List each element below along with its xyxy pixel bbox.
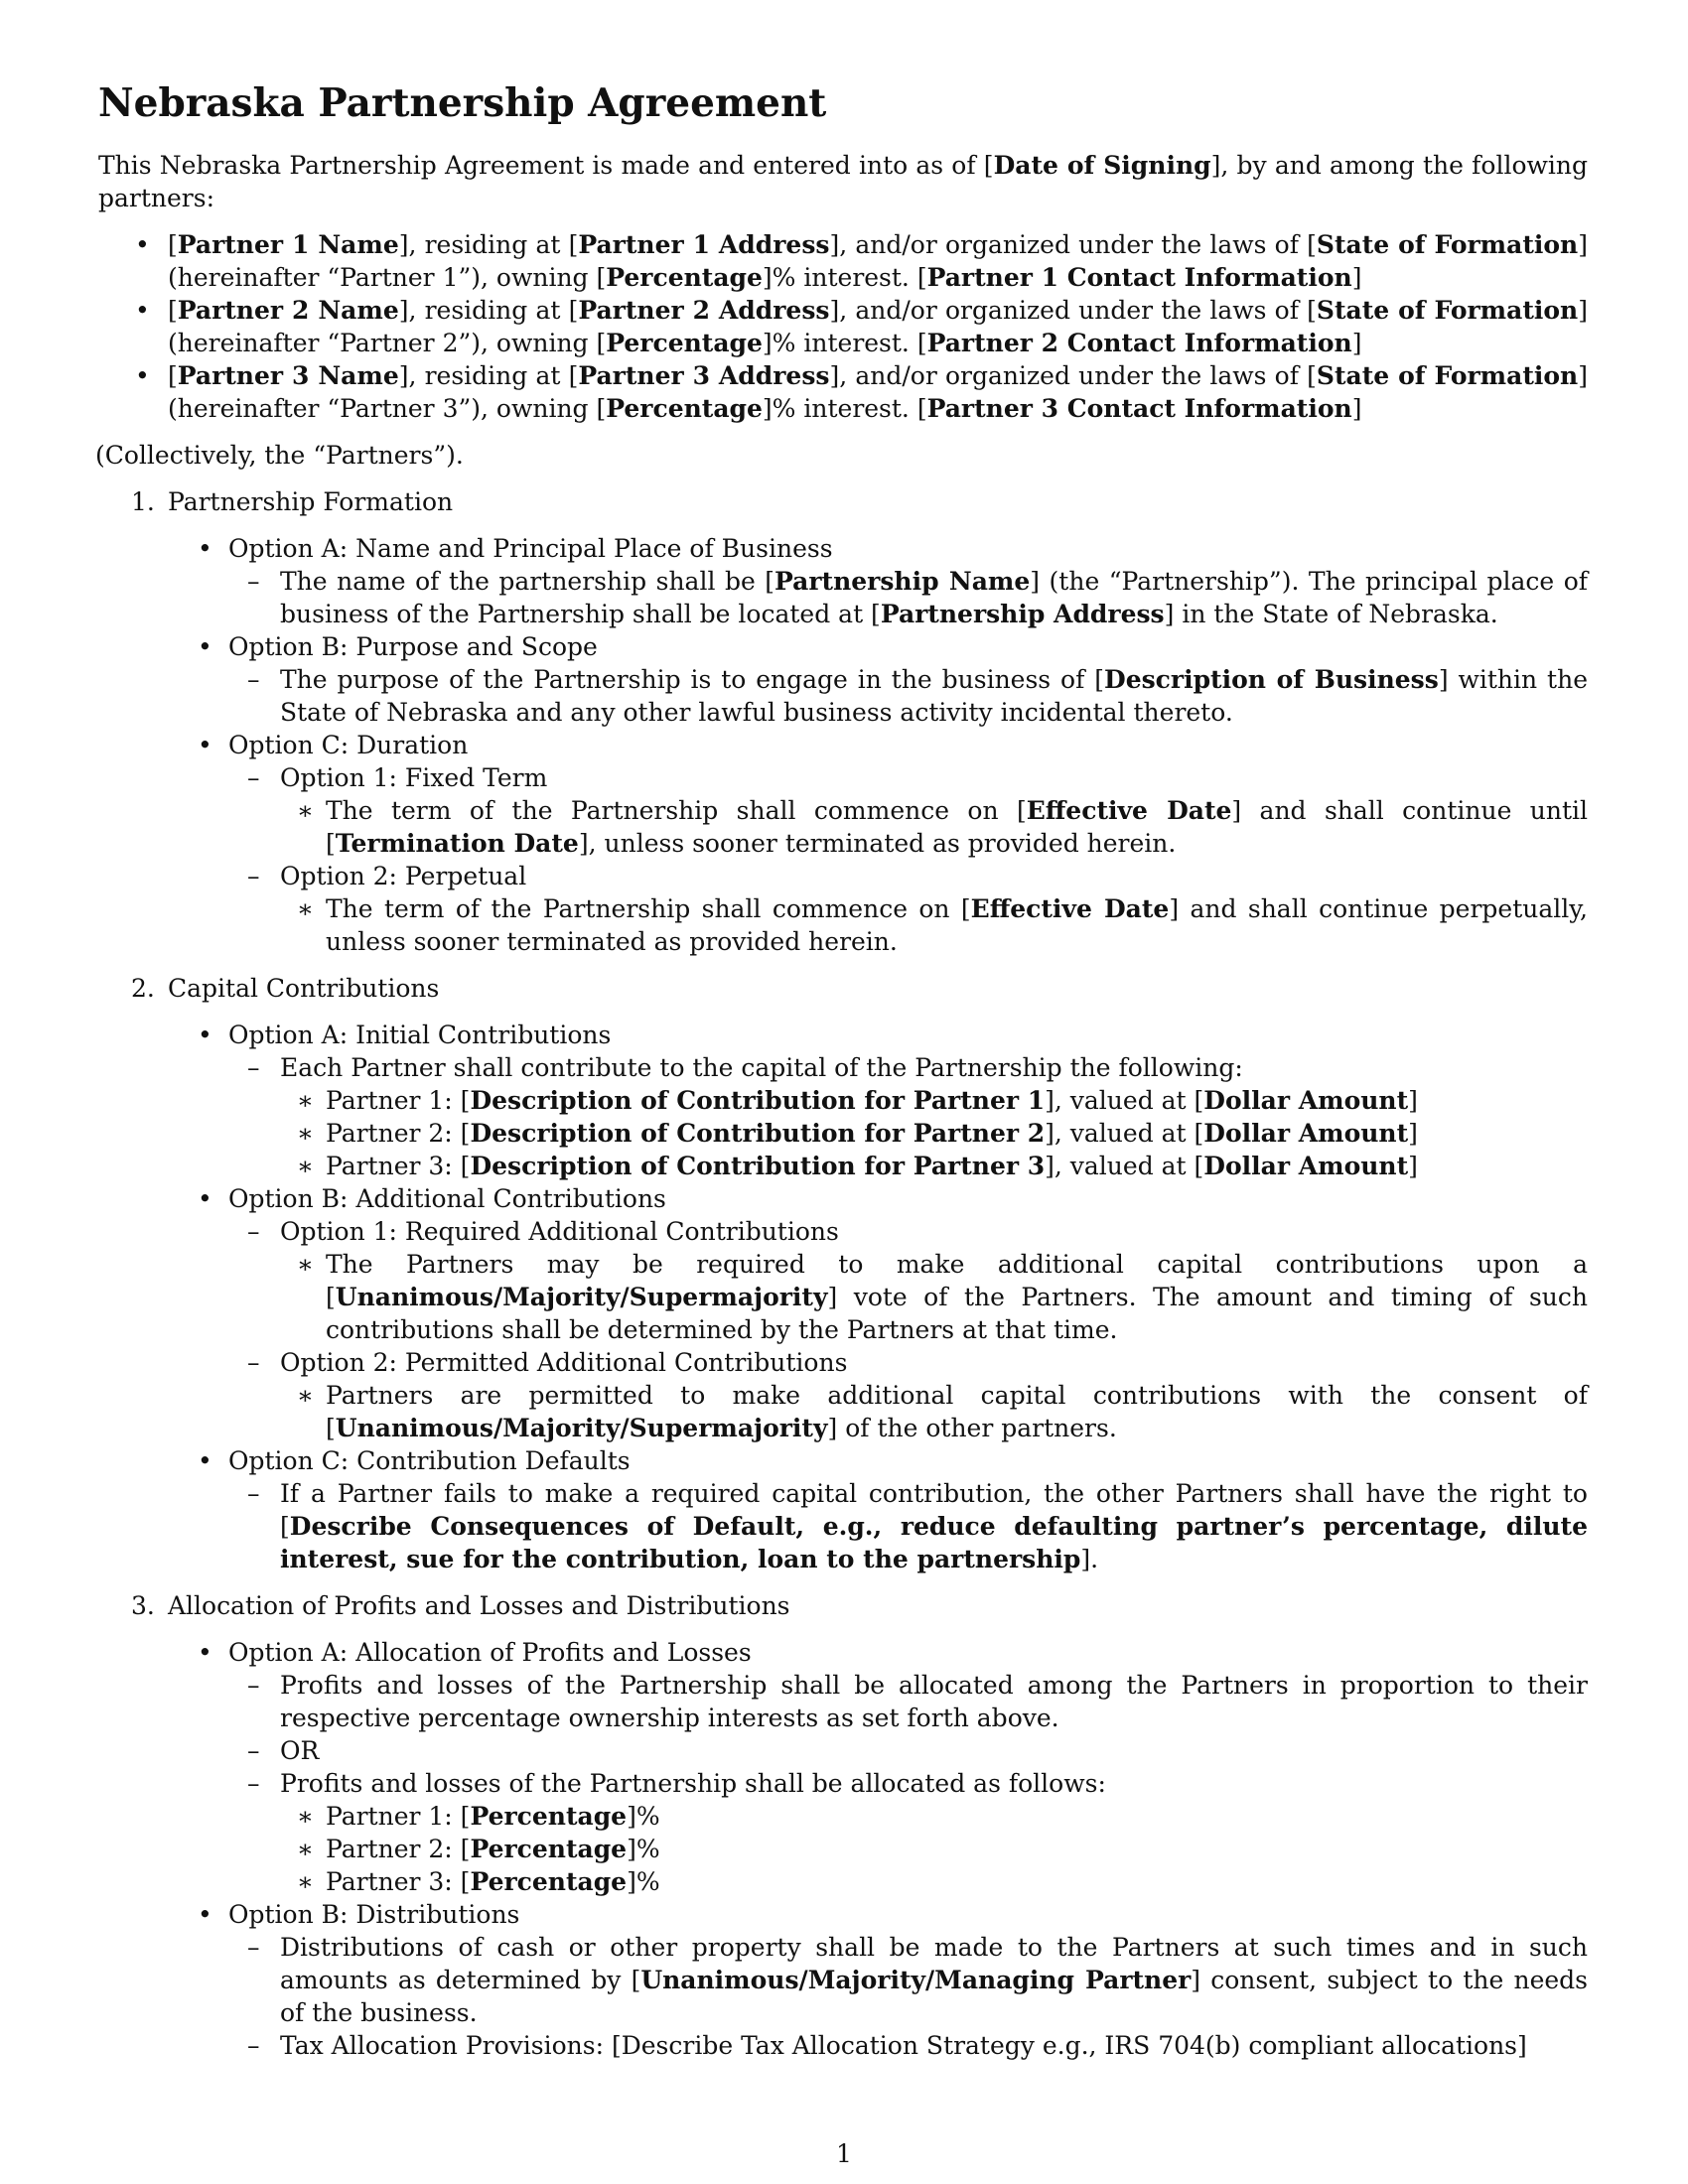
option-detail: – Profits and losses of the Partnership shall be allocated as follows: xyxy=(247,1769,1106,1798)
sub-option-detail: ∗ The term of the Partnership shall commence on [Effective Date] and shall continue until [Termination Date], unless sooner terminated as provided herein. xyxy=(297,796,1589,858)
section-capital-contributions xyxy=(98,972,1588,1575)
option-item: • Option A: Initial Contributions xyxy=(198,1021,612,1049)
document-page xyxy=(95,79,1589,2076)
option-item: • Option C: Duration xyxy=(198,731,469,759)
contribution-list xyxy=(98,1084,1588,1182)
option-detail: – Profits and losses of the Partnership shall be allocated among the Partners in proportion to their respective percentage ownership interests as set forth above. xyxy=(247,1671,1588,1732)
option-item: • Option C: Contribution Defaults xyxy=(198,1446,631,1475)
document-title: Nebraska Partnership Agreement xyxy=(98,80,827,126)
option-detail: – OR xyxy=(247,1736,320,1765)
section-partnership-formation xyxy=(98,485,1588,958)
partner-entry: • [Partner 2 Name], residing at [Partner 2 Address], and/or organized under the laws of [State of Formation] (hereinafter “Partner 2”), owning [Percentage]% interest. [Partner 2 Contact Information] xyxy=(98,294,1588,359)
option-detail: – The purpose of the Partnership is to engage in the business of [Description of Business] within the State of Nebraska and any other lawful business activity incidental thereto. xyxy=(247,665,1588,727)
sub-option: – Option 2: Permitted Additional Contributions xyxy=(247,1348,848,1377)
section-number: 3. xyxy=(131,1591,155,1620)
allocation-item: ∗ Partner 1: [Percentage]% xyxy=(297,1802,660,1831)
page-number: 1 xyxy=(836,2139,852,2168)
partner-entry: • [Partner 3 Name], residing at [Partner 3 Address], and/or organized under the laws of [State of Formation] (hereinafter “Partner 3”), owning [Percentage]% interest. [Partner 3 Contact Information] xyxy=(98,359,1588,425)
option-item: • Option B: Distributions xyxy=(198,1900,520,1929)
option-item: • Option A: Allocation of Profits and Losses xyxy=(198,1638,752,1667)
partner-entry: • [Partner 1 Name], residing at [Partner 1 Address], and/or organized under the laws of [State of Formation] (hereinafter “Partner 1”), owning [Percentage]% interest. [Partner 1 Contact Information] xyxy=(98,228,1588,294)
sub-option-detail: ∗ The Partners may be required to make additional capital contributions upon a [Unanimous/Majority/Supermajority] vote of the Partners. The amount and timing of such contributions shall be determined by the Partners at that time. xyxy=(297,1250,1588,1344)
option-detail: – The name of the partnership shall be [Partnership Name] (the “Partnership”). The principal place of business of the Partnership shall be located at [Partnership Address] in the State of Nebraska. xyxy=(247,567,1589,628)
option-detail: – If a Partner fails to make a required capital contribution, the other Partners shall have the right to [Describe Consequences of Default, e.g., reduce defaulting partner’s percentage, dilute interest, sue for the contribution, loan to the partnership]. xyxy=(247,1479,1588,1573)
option-detail: – Distributions of cash or other property shall be made to the Partners at such times and in such amounts as determined by [Unanimous/Majority/Managing Partner] consent, subject to the needs of the business. xyxy=(247,1933,1588,2027)
section-heading: 2. Capital Contributions xyxy=(131,974,440,1003)
section-number: 1. xyxy=(131,487,155,516)
section-number: 2. xyxy=(131,974,155,1003)
sub-option: – Option 2: Perpetual xyxy=(247,862,527,890)
option-item: • Option A: Name and Principal Place of Business xyxy=(198,534,833,563)
contribution-item: ∗ Partner 2: [Description of Contribution for Partner 2], valued at [Dollar Amount] xyxy=(297,1119,1418,1148)
section-profits-losses xyxy=(98,1589,1588,2062)
intro-paragraph: This Nebraska Partnership Agreement is made and entered into as of [Date of Signing], by and among the following partners: xyxy=(98,151,1589,212)
option-item: • Option B: Additional Contributions xyxy=(198,1184,666,1213)
collectively-note: (Collectively, the “Partners”). xyxy=(95,441,464,470)
option-detail: – Tax Allocation Provisions: [Describe Tax Allocation Strategy e.g., IRS 704(b) compliant allocations] xyxy=(247,2031,1527,2060)
contribution-item: ∗ Partner 3: [Description of Contribution for Partner 3], valued at [Dollar Amount] xyxy=(297,1152,1418,1180)
sub-option-detail: ∗ The term of the Partnership shall commence on [Effective Date] and shall continue perpetually, unless sooner terminated as provided herein. xyxy=(297,894,1588,956)
section-heading: 1. Partnership Formation xyxy=(131,487,454,516)
option-item: • Option B: Purpose and Scope xyxy=(198,632,598,661)
allocation-list xyxy=(98,1800,1588,1898)
date-placeholder: Date of Signing xyxy=(993,151,1211,180)
section-heading: 3. Allocation of Profits and Losses and Distributions xyxy=(131,1591,790,1620)
option-detail: – Each Partner shall contribute to the capital of the Partnership the following: xyxy=(247,1053,1243,1082)
allocation-item: ∗ Partner 3: [Percentage]% xyxy=(297,1867,660,1896)
partner-list xyxy=(98,228,1588,425)
sub-option: – Option 1: Fixed Term xyxy=(247,763,548,792)
allocation-item: ∗ Partner 2: [Percentage]% xyxy=(297,1835,660,1863)
sub-option-detail: ∗ Partners are permitted to make additional capital contributions with the consent of [Unanimous/Majority/Supermajority] of the other partners. xyxy=(297,1381,1588,1442)
sub-option: – Option 1: Required Additional Contributions xyxy=(247,1217,839,1246)
contribution-item: ∗ Partner 1: [Description of Contribution for Partner 1], valued at [Dollar Amount] xyxy=(297,1086,1418,1115)
